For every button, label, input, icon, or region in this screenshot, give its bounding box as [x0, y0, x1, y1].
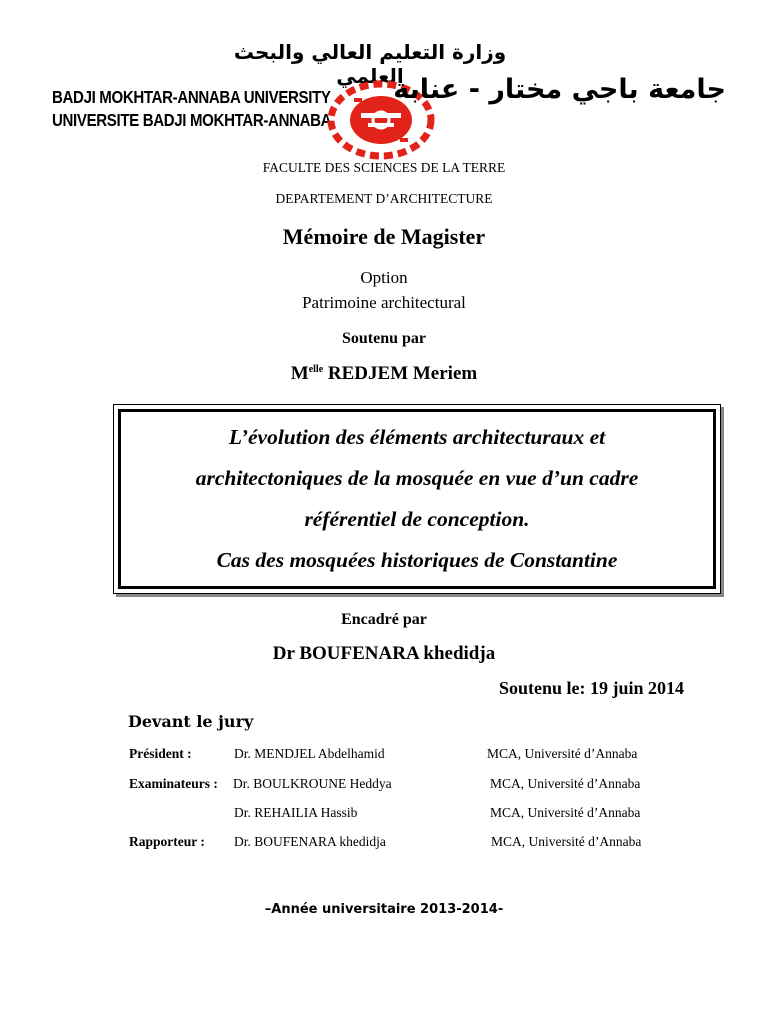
- jury-heading: Devant le jury: [128, 712, 254, 731]
- ministry-name-arabic: وزارة التعليم العالي والبحث العلمي: [233, 40, 507, 88]
- university-name-fr: UNIVERSITE BADJI MOKHTAR-ANNABA: [52, 110, 332, 130]
- thesis-subtitle: Cas des mosquées historiques de Constantine: [216, 548, 618, 572]
- author-title-superscript: elle: [308, 364, 324, 375]
- thesis-title-line: architectoniques de la mosquée en vue d’un cadre: [195, 466, 639, 490]
- author-full-name: REDJEM Meriem: [327, 363, 478, 384]
- university-name-en: BADJI MOKHTAR-ANNABA UNIVERSITY: [52, 87, 331, 107]
- jury-affiliation: MCA, Université d’Annaba: [491, 834, 642, 849]
- thesis-title: [118, 409, 716, 589]
- option-value: Patrimoine architectural: [302, 293, 466, 312]
- faculty-name: FACULTE DES SCIENCES DE LA TERRE: [262, 160, 506, 175]
- university-name-arabic: جامعة باجي مختار - عنابة: [393, 74, 726, 105]
- jury-role: Examinateurs :: [129, 776, 218, 791]
- department-name: DEPARTEMENT D’ARCHITECTURE: [275, 191, 493, 206]
- jury-role: Rapporteur :: [129, 834, 205, 849]
- jury-member-name: Dr. REHAILIA Hassib: [234, 805, 358, 820]
- jury-member-name: Dr. MENDJEL Abdelhamid: [234, 746, 385, 761]
- thesis-type: Mémoire de Magister: [282, 224, 486, 249]
- supervisor-name: Dr BOUFENARA khedidja: [272, 643, 496, 664]
- jury-affiliation: MCA, Université d’Annaba: [487, 746, 638, 761]
- option-label: Option: [360, 268, 408, 287]
- presented-by-label: Soutenu par: [341, 330, 427, 347]
- defense-date: Soutenu le: 19 juin 2014: [499, 678, 685, 698]
- jury-affiliation: MCA, Université d’Annaba: [490, 776, 641, 791]
- author-title: M: [290, 363, 309, 384]
- academic-year: –Année universitaire 2013-2014-: [264, 902, 504, 917]
- thesis-title-line: L’évolution des éléments architecturaux et: [228, 425, 606, 449]
- supervised-by-label: Encadré par: [341, 611, 427, 628]
- thesis-title-line: référentiel de conception.: [304, 507, 530, 531]
- author-name: [0, 363, 768, 385]
- jury-member-name: Dr. BOUFENARA khedidja: [234, 834, 386, 849]
- thesis-title-frame: [113, 404, 721, 594]
- jury-member-name: Dr. BOULKROUNE Heddya: [233, 776, 392, 791]
- jury-affiliation: MCA, Université d’Annaba: [490, 805, 641, 820]
- jury-role: Président :: [129, 746, 192, 761]
